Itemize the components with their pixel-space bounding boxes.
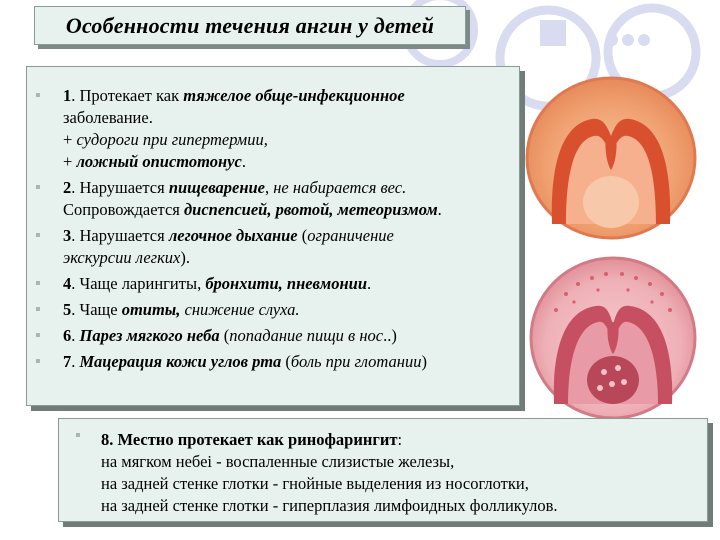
text-line	[101, 473, 558, 495]
text-segment: не набирается вес.	[273, 178, 407, 197]
text-line	[63, 325, 519, 347]
text-segment: (	[281, 352, 291, 371]
bullet-icon: ▪	[35, 327, 41, 344]
text-line	[63, 85, 519, 107]
text-segment: . Нарушается	[71, 226, 169, 245]
bullet-icon: ▪	[35, 87, 41, 104]
page-title: Особенности течения ангин у детей	[65, 12, 435, 38]
text-line	[101, 451, 558, 473]
text-segment: ..)	[383, 326, 397, 345]
text-segment: отиты,	[121, 300, 181, 319]
text-segment: . Чаще ларингиты,	[71, 274, 206, 293]
text-segment: :	[397, 430, 403, 449]
list-item	[27, 325, 519, 347]
text-segment: .	[437, 200, 442, 219]
text-segment: снижение слуха.	[184, 300, 300, 319]
text-segment: Сопровождается	[63, 200, 184, 219]
text-segment: .	[71, 326, 80, 345]
text-segment: Мацерация кожи углов рта	[79, 352, 282, 371]
text-segment: ,	[265, 178, 274, 197]
text-line	[63, 107, 519, 129]
text-segment: тяжелое обще-инфекционное	[183, 86, 405, 105]
title-box	[34, 6, 466, 45]
bullet-icon: ▪	[35, 275, 41, 292]
text-segment: пищеварение	[168, 178, 265, 197]
text-line	[63, 151, 519, 173]
text-line	[101, 429, 558, 451]
throat-illustration-inflamed	[522, 74, 700, 242]
text-segment: диспепсией, рвотой, метеоризмом	[184, 200, 438, 219]
bullet-icon: ▪	[35, 227, 41, 244]
main-list-box	[26, 66, 520, 406]
text-segment: на мягком небеі - воспаленные слизистые железы,	[101, 452, 455, 471]
text-segment: 4	[63, 274, 72, 293]
text-segment: .	[71, 352, 80, 371]
text-segment: (	[297, 226, 308, 245]
text-line	[63, 199, 519, 221]
text-segment: (	[219, 326, 230, 345]
text-segment: 6	[63, 326, 72, 345]
text-segment: . Нарушается	[71, 178, 169, 197]
text-segment: 1	[63, 86, 72, 105]
text-segment: при гипертермии,	[142, 130, 268, 149]
text-segment: на задней стенке глотки - гнойные выделения из носоглотки,	[101, 474, 529, 493]
list-item	[27, 299, 519, 321]
text-segment: Парез мягкого неба	[79, 326, 220, 345]
text-segment: 5	[63, 300, 72, 319]
text-line	[63, 177, 519, 199]
text-segment: 2	[63, 178, 72, 197]
bullet-icon: ▪	[35, 353, 41, 370]
local-course-box	[58, 418, 708, 522]
text-segment: 3	[63, 226, 72, 245]
text-segment: ).	[180, 248, 190, 267]
text-segment: .	[241, 152, 246, 171]
text-line	[63, 225, 519, 247]
text-segment: легочное дыхание	[168, 226, 298, 245]
text-segment: бронхити, пневмонии	[205, 274, 367, 293]
text-segment: 8. Местно протекает как ринофарингит	[101, 430, 398, 449]
list-item	[27, 225, 519, 269]
text-segment: 7	[63, 352, 72, 371]
text-segment: ложный опистотонус	[76, 152, 242, 171]
text-segment: судороги	[76, 130, 139, 149]
text-segment: . Протекает как	[71, 86, 184, 105]
text-segment: заболевание.	[63, 108, 153, 127]
text-line	[63, 273, 519, 295]
text-segment: ограничение	[307, 226, 394, 245]
text-segment: .	[367, 274, 372, 293]
text-segment: . Чаще	[71, 300, 122, 319]
bullet-icon: ▪	[35, 179, 41, 196]
list-item	[27, 351, 519, 373]
text-segment: )	[421, 352, 427, 371]
list-item	[27, 177, 519, 221]
bullet-icon: ▪	[35, 301, 41, 318]
feature-list	[27, 85, 519, 377]
list-item	[27, 273, 519, 295]
text-line	[101, 495, 558, 517]
text-line	[63, 299, 519, 321]
text-segment: попадание пищи в нос	[229, 326, 384, 345]
text-segment: +	[63, 130, 77, 149]
bullet-icon: ▪	[75, 427, 81, 444]
text-segment: боль при глотании	[290, 352, 422, 371]
text-line	[63, 129, 519, 151]
text-segment: на задней стенке глотки - гиперплазия лимфоидных фолликулов.	[101, 496, 558, 515]
text-line	[63, 247, 519, 269]
throat-illustration-follicular	[526, 254, 700, 422]
text-line	[63, 351, 519, 373]
text-segment: экскурсии легких	[63, 248, 181, 267]
list-item	[27, 85, 519, 173]
text-segment: +	[63, 152, 77, 171]
local-course-text	[101, 429, 558, 517]
